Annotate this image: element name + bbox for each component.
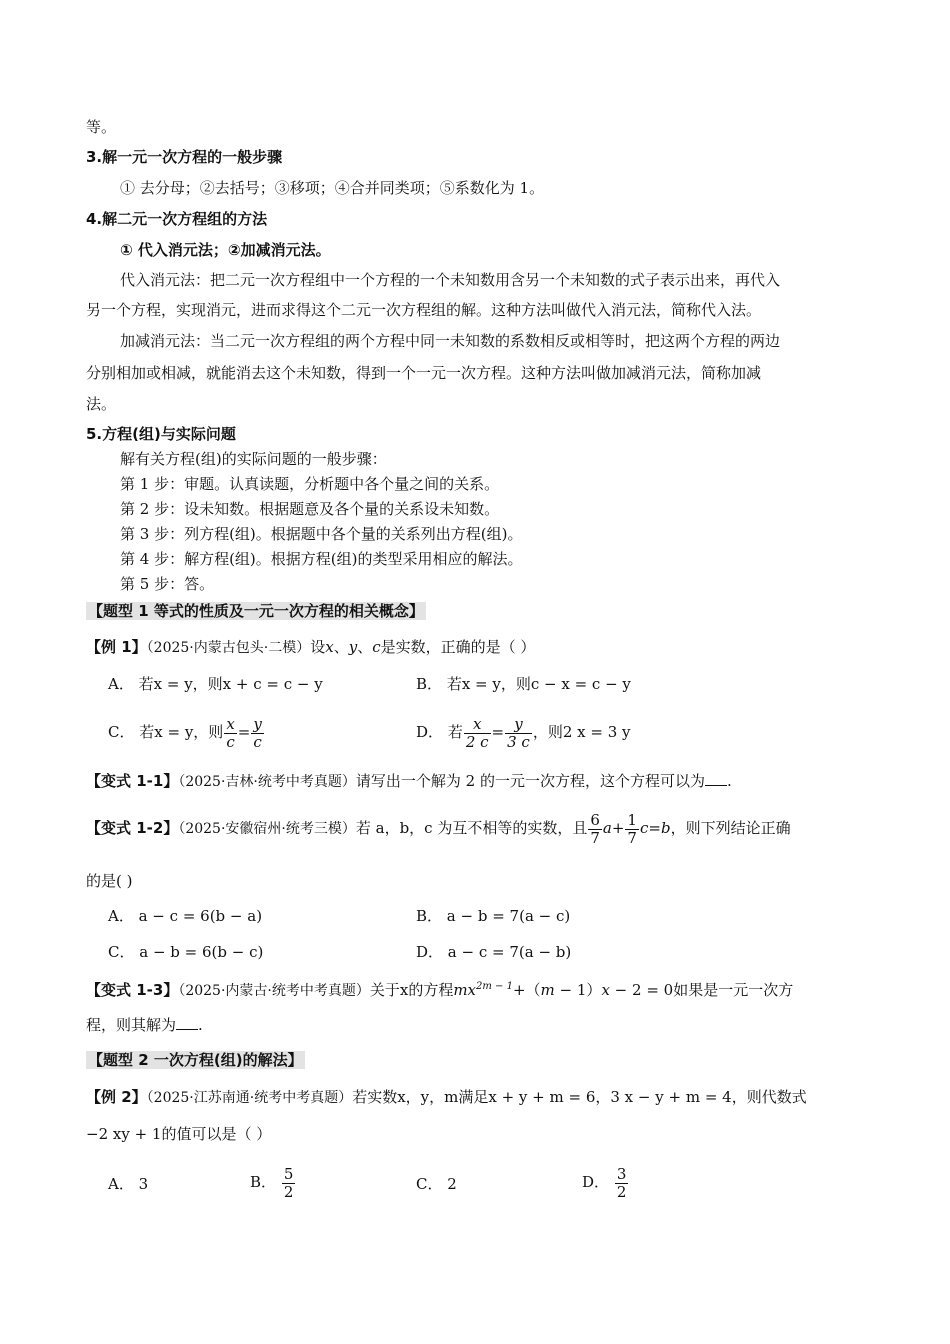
option-c-text: 若x = y，则: [139, 723, 224, 741]
variant-1-1: [86, 771, 732, 792]
variant-1-2-text-a: 若 a，b，c 为互不相等的实数，且: [355, 819, 588, 837]
variant-1-2-text-b: ，则下列结论正确: [670, 819, 791, 837]
option-b-text: 若x = y，则c − x = c − y: [446, 675, 631, 693]
answer-blank[interactable]: [176, 1015, 198, 1030]
variant-1-2-option-b: B． a − b = 7(a − c): [416, 907, 571, 925]
addition-para-3: 法。: [86, 395, 117, 413]
variant-1-1-source: （2025·吉林·统考中考真题）: [178, 774, 356, 790]
step-3: 第 3 步：列方程(组)。根据题中各个量的关系列出方程(组)。: [120, 525, 523, 543]
example-1-stem-b: 是实数，正确的是（ ）: [380, 638, 536, 656]
option-b-label: B．: [250, 1173, 277, 1191]
step-2: 第 2 步：设未知数。根据题意及各个量的关系设未知数。: [120, 500, 500, 518]
addition-para-2: 分别相加或相减，就能消去这个未知数，得到一个一元一次方程。这种方法叫做加减消元法，简称加减: [86, 364, 762, 382]
example-1-option-a: [108, 674, 323, 694]
example-1-option-d: D． 若 $\frac{x}{2 c}$ = $\frac{y}{3 c}$ ，则2 x = 3 y: [416, 714, 631, 751]
variant-1-1-tag: 【变式 1-1】: [86, 772, 179, 790]
example-1-tag: 【例 1】: [86, 638, 147, 656]
variant-1-2-option-d: D． a − c = 7(a − b): [416, 943, 572, 961]
option-d-post: ，则2 x = 3 y: [532, 723, 631, 741]
variant-1-1-end: .: [726, 772, 732, 790]
example-2-tag: 【例 2】: [86, 1088, 147, 1106]
example-1-option-b: [416, 674, 631, 694]
variant-1-2-tag: 【变式 1-2】: [86, 819, 179, 837]
type2-title: [86, 1050, 305, 1070]
example-2-text-a: 若实数x，y，m满足x + y + m = 6，3 x − y + m = 4，则代数式: [352, 1088, 807, 1106]
example-2-source: （2025·江苏南通·统考中考真题）: [146, 1090, 353, 1106]
variant-1-2: 【变式 1-2】（2025·安徽宿州·统考三模）若 a，b，c 为互不相等的实数，且 $\frac{6}{7}$ a+ $\frac{1}{7}$ c=b，则下列结论正确: [86, 810, 791, 847]
variant-1-1-text: 请写出一个解为 2 的一元一次方程，这个方程可以为: [355, 772, 705, 790]
variant-1-3-tag: 【变式 1-3】: [86, 981, 179, 999]
option-a-text: 若x = y，则x + c = c − y: [138, 675, 323, 693]
variant-1-2-option-c: C． a − b = 6(b − c): [108, 943, 264, 961]
steps-intro: 解有关方程(组)的实际问题的一般步骤：: [120, 450, 387, 468]
variant-1-3-text-a: 关于x的方程: [369, 981, 454, 999]
variant-1-2-cont: 的是( ): [86, 872, 133, 890]
option-a-label: A．: [108, 675, 134, 693]
option-d-pre: 若: [447, 723, 463, 741]
heading-3: 3.解一元一次方程的一般步骤: [86, 148, 283, 166]
example-2-stem-cont: −2 xy + 1的值可以是（ ）: [86, 1125, 272, 1143]
heading-4: 4.解二元一次方程组的方法: [86, 210, 268, 228]
variant-1-3-source: （2025·内蒙古·统考中考真题）: [178, 983, 370, 999]
type1-title-text: 【题型 1 等式的性质及一元一次方程的相关概念】: [88, 602, 424, 620]
substitution-para-2: 另一个方程，实现消元，进而求得这个二元一次方程组的解。这种方法叫做代入消元法，简称代入法。: [86, 301, 762, 319]
type1-title: [86, 601, 426, 621]
answer-blank[interactable]: [705, 771, 727, 786]
addition-para-1: 加减消元法：当二元一次方程组的两个方程中同一未知数的系数相反或相等时，把这两个方程的两边: [120, 332, 781, 350]
example-1-stem: 【例 1】（2025·内蒙古包头·二模）设x、y、c是实数，正确的是（ ）: [86, 638, 536, 656]
example-2-option-a: A． 3: [108, 1175, 149, 1193]
example-2-option-c: C． 2: [416, 1175, 457, 1193]
heading-5: 5.方程(组)与实际问题: [86, 425, 236, 443]
text-continuation: 等。: [86, 118, 117, 136]
variant-1-3-text-b: 如果是一元一次方: [673, 981, 794, 999]
variant-1-3-cont: [86, 1015, 203, 1035]
example-1-stem-a: 设: [310, 638, 326, 656]
step-5: 第 5 步：答。: [120, 575, 215, 593]
option-d-label: D．: [416, 723, 444, 741]
variant-1-2-option-a: A． a − c = 6(b − a): [108, 907, 263, 925]
step-1: 第 1 步：审题。认真读题，分析题中各个量之间的关系。: [120, 475, 500, 493]
example-2-option-b: B． $\frac{5}{2}$: [250, 1164, 294, 1201]
type2-title-text: 【题型 2 一次方程(组)的解法】: [88, 1051, 303, 1069]
example-1-option-c: C． 若x = y，则 $\frac{x}{c}$ = $\frac{y}{c}$: [108, 714, 262, 751]
substitution-para-1: 代入消元法：把二元一次方程组中一个方程的一个未知数用含另一个未知数的式子表示出来，再代入: [120, 271, 781, 289]
example-2-stem: [86, 1087, 807, 1108]
variant-1-2-source: （2025·安徽宿州·统考三模）: [178, 821, 356, 837]
variant-1-3-text-c: 程，则其解为: [86, 1016, 177, 1034]
option-d-label: D．: [582, 1173, 610, 1191]
option-c-label: C．: [108, 723, 135, 741]
example-2-option-d: D． $\frac{3}{2}$: [582, 1164, 627, 1201]
example-1-source: （2025·内蒙古包头·二模）: [146, 640, 311, 656]
steps-text: ① 去分母；②去括号；③移项；④合并同类项；⑤系数化为 1。: [120, 179, 545, 197]
variant-1-3-end: .: [198, 1016, 203, 1034]
methods-text: ① 代入消元法；②加减消元法。: [120, 241, 331, 259]
variant-1-3: 【变式 1-3】（2025·内蒙古·统考中考真题）关于x的方程$mx^{2m - 1}+(m - 1)x - 2 = 0$如果是一元一次方: [86, 981, 794, 999]
step-4: 第 4 步：解方程(组)。根据方程(组)的类型采用相应的解法。: [120, 550, 523, 568]
option-b-label: B．: [416, 675, 443, 693]
